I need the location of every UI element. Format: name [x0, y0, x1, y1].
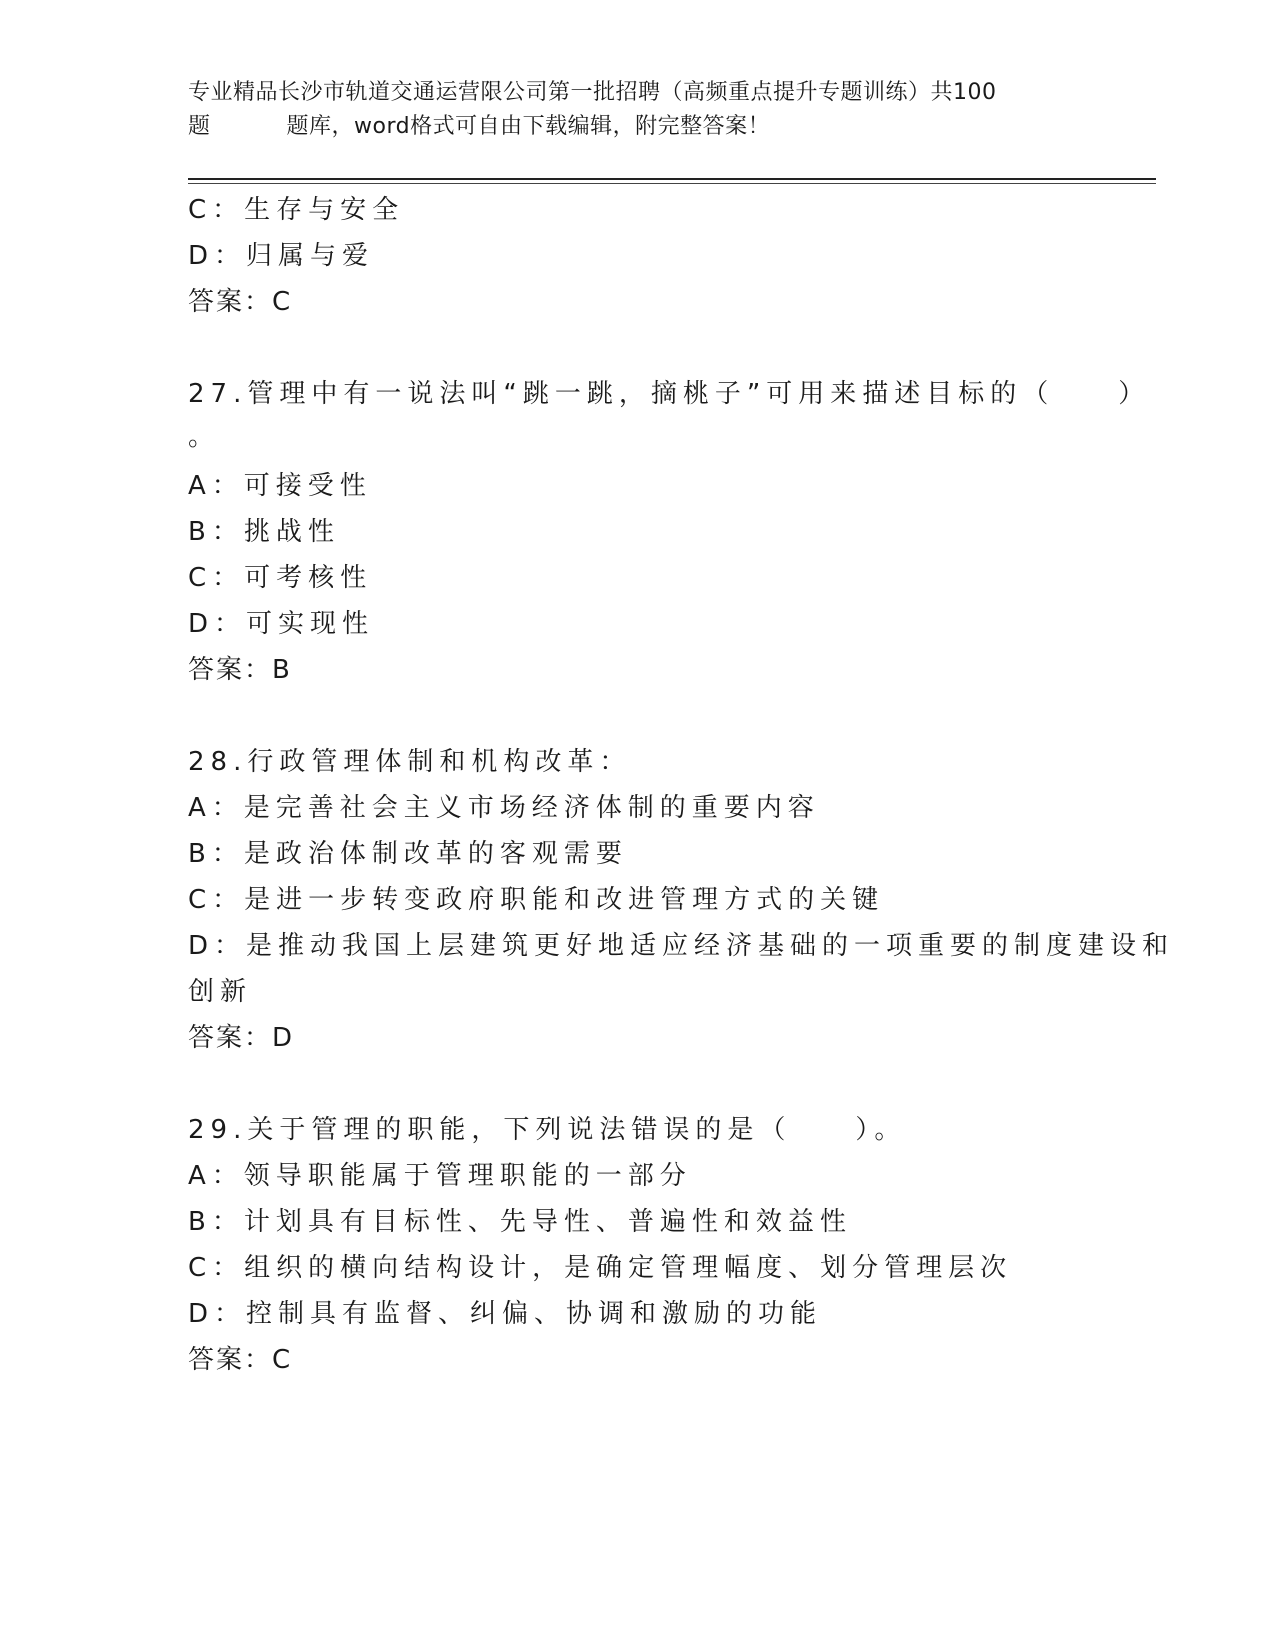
option-a: A：领导职能属于管理职能的一部分	[188, 1161, 692, 1191]
header-title-line-1: 专业精品长沙市轨道交通运营限公司第一批招聘（高频重点提升专题训练）共100	[188, 80, 997, 105]
option-d-continuation: 创新	[188, 977, 253, 1007]
header-title-line-2	[188, 110, 1088, 144]
question-stem-continuation: 。	[188, 422, 221, 452]
question-26-tail	[188, 187, 1088, 325]
option-d: D：可实现性	[188, 609, 375, 639]
header-divider-thin	[188, 183, 1156, 184]
question-list	[188, 187, 1175, 1383]
header-title-fragment: 题	[188, 114, 211, 139]
question-28	[188, 739, 1175, 1061]
option-c: C：可考核性	[188, 563, 373, 593]
option-a: A：是完善社会主义市场经济体制的重要内容	[188, 793, 820, 823]
option-b: B：挑战性	[188, 517, 340, 547]
option-c: C：组织的横向结构设计，是确定管理幅度、划分管理层次	[188, 1253, 1013, 1283]
header-subtitle: 题库，word格式可自由下载编辑，附完整答案！	[286, 114, 771, 139]
answer-line: 答案：C	[188, 1345, 293, 1375]
option-d: D：控制具有监督、纠偏、协调和激励的功能	[188, 1299, 823, 1329]
answer-line: 答案：C	[188, 287, 293, 317]
option-d: D：是推动我国上层建筑更好地适应经济基础的一项重要的制度建设和	[188, 931, 1175, 961]
question-27	[188, 371, 1151, 693]
question-stem: 29.关于管理的职能，下列说法错误的是（ ）。	[188, 1115, 907, 1145]
question-stem: 27.管理中有一说法叫“跳一跳，摘桃子”可用来描述目标的（ ）	[188, 379, 1151, 409]
option-b: B：是政治体制改革的客观需要	[188, 839, 628, 869]
question-29	[188, 1107, 1088, 1383]
option-c: C：是进一步转变政府职能和改进管理方式的关键	[188, 885, 885, 915]
answer-line: 答案：D	[188, 1023, 295, 1053]
question-stem: 28.行政管理体制和机构改革：	[188, 747, 632, 777]
option-a: A：可接受性	[188, 471, 372, 501]
option-b: B：计划具有目标性、先导性、普遍性和效益性	[188, 1207, 852, 1237]
answer-line: 答案：B	[188, 655, 292, 685]
header-divider-thick	[188, 178, 1156, 180]
page-header	[188, 76, 1088, 144]
option-c: C：生存与安全	[188, 195, 405, 225]
option-d: D：归属与爱	[188, 241, 375, 271]
